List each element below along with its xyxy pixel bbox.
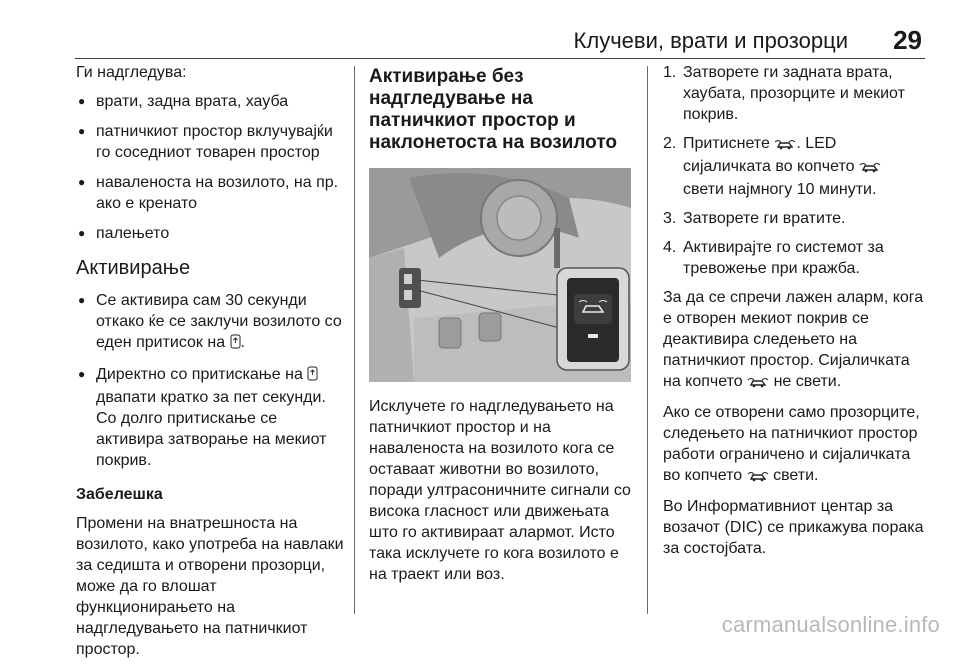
key-lock-icon <box>230 334 241 355</box>
monitored-list <box>76 91 348 244</box>
car-alarm-icon <box>774 135 796 156</box>
steps-list <box>663 62 925 279</box>
note-heading: Забелешка <box>76 486 163 503</box>
activation-list <box>76 290 348 471</box>
watermark: carmanualsonline.info <box>721 612 940 637</box>
car-alarm-icon <box>747 467 769 488</box>
list-item: ● Директно со притискање на двапати кратко за пет секунди. Со долго притискање се активира затворање на мекиот покрив. <box>76 364 348 471</box>
page-number: 29 <box>893 25 922 55</box>
activation-text-1: Се активира сам 30 секунди откако ќе се заклучи возилото со еден притисок на <box>96 292 342 351</box>
note-body: Промени на внатрешноста на возилото, како употреба на навлаки за седишта и отворени прозорци, може да го влошат функционирањето на надгледувањето на патничкиот простор. <box>76 515 344 658</box>
paragraph: За да се спречи лажен аларм, кога е отворен мекиот покрив се деактивира следењето на патничкиот простор. Сијаличката на копчето не свети. <box>663 287 925 394</box>
column-divider-2 <box>647 66 648 614</box>
list-item: 1. Затворете ги задната врата, хаубата, прозорците и мекиот покрив. <box>663 64 905 123</box>
key-lock-icon <box>307 366 318 387</box>
column-2 <box>369 62 637 593</box>
interior-switch-illustration <box>369 168 631 382</box>
list-item: ● врати, задна врата, хауба <box>76 91 348 112</box>
section-heading-activation: Активирање <box>76 257 191 279</box>
car-alarm-icon <box>859 158 881 179</box>
list-item: 2. Притиснете . LED сијаличката во копчето свети најмногу 10 минути. <box>663 133 925 200</box>
column-1 <box>76 62 348 668</box>
list-item: ● Се активира сам 30 секунди откако ќе се заклучи возилото со еден притисок на . <box>76 290 348 355</box>
list-item: 3. Затворете ги вратите. <box>663 210 846 227</box>
column-divider-1 <box>354 66 355 614</box>
list-item: 4. Активирајте го системот за тревожење при кражба. <box>663 239 884 277</box>
list-item: ● палењето <box>76 223 348 244</box>
column-3 <box>663 62 925 567</box>
paragraph: Во Информативниот центар за возачот (DIC) се прикажува порака за состојбата. <box>663 498 924 557</box>
paragraph: Ако се отворени само прозорците, следењето на патничкиот простор работи ограничено и сијаличката во копчето свети. <box>663 402 925 488</box>
list-item: ● патничкиот простор вклучувајќи го соседниот товарен простор <box>76 121 348 163</box>
intro-text: Ги надгледува: <box>76 64 187 81</box>
header-rule <box>75 58 925 59</box>
list-item: ● наваленоста на возилото, на пр. ако е кренато <box>76 172 348 214</box>
page-header-title: Клучеви, врати и прозорци <box>573 28 848 53</box>
car-alarm-icon <box>747 373 769 394</box>
section-heading-no-monitoring: Активирање без надгледување на патничкиот простор и наклонетоста на возилото <box>369 66 617 153</box>
activation-text-2: Директно со притискање на <box>96 366 303 383</box>
col2-body: Исклучете го надгледувањето на патничкиот простор и на наваленоста на возилото кога се оставаат животни во возилото, поради ултрасоничните сигнали со висока гласност или движењата што го активираат алармот. Исто така исклучете го кога возилото е на траект или воз. <box>369 398 631 583</box>
